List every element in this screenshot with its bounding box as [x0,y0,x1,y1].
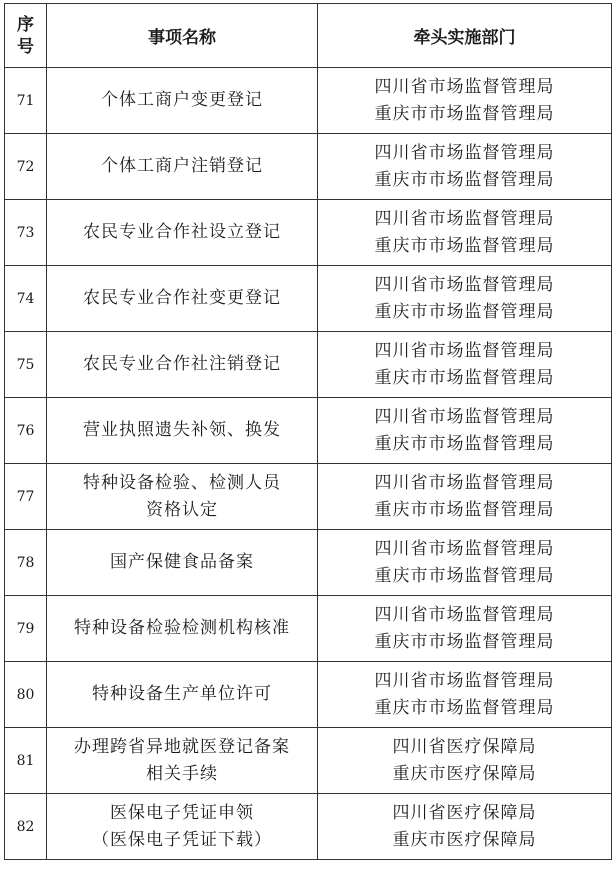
department-line: 重庆市市场监督管理局 [374,499,555,520]
table-row [5,530,612,596]
row-lead-department [318,794,612,860]
department-line: 四川省市场监督管理局 [374,406,555,427]
table-row [5,662,612,728]
department-line: 四川省市场监督管理局 [374,472,555,493]
table-row [5,200,612,266]
row-serial-number: 78 [5,530,47,596]
table-row [5,728,612,794]
department-line: 重庆市市场监督管理局 [374,367,555,388]
row-item-name [47,266,318,332]
header-serial-line2: 号 [17,36,34,57]
row-serial-number: 73 [5,200,47,266]
header-item-name: 事项名称 [47,4,318,68]
row-lead-department [318,398,612,464]
row-item-name [47,398,318,464]
row-serial-number: 75 [5,332,47,398]
row-serial-number: 79 [5,596,47,662]
department-line: 四川省市场监督管理局 [374,670,555,691]
item-name-line: 国产保健食品备案 [110,552,254,572]
department-line: 四川省市场监督管理局 [374,208,555,229]
item-name-line: 农民专业合作社注销登记 [83,354,281,374]
item-name-line: 农民专业合作社设立登记 [83,222,281,242]
department-line: 四川省市场监督管理局 [374,76,555,97]
row-lead-department [318,134,612,200]
department-line: 四川省市场监督管理局 [374,274,555,295]
department-line: 重庆市市场监督管理局 [374,433,555,454]
table-row [5,266,612,332]
department-line: 四川省市场监督管理局 [374,604,555,625]
department-line: 重庆市市场监督管理局 [374,565,555,586]
row-lead-department [318,596,612,662]
item-name-line: 个体工商户变更登记 [101,90,263,110]
row-item-name [47,134,318,200]
row-serial-number: 82 [5,794,47,860]
matters-table [4,3,612,860]
row-lead-department [318,200,612,266]
row-item-name [47,200,318,266]
table-row [5,398,612,464]
department-line: 重庆市市场监督管理局 [374,631,555,652]
row-serial-number: 71 [5,68,47,134]
header-lead-department: 牵头实施部门 [318,4,612,68]
row-serial-number: 81 [5,728,47,794]
table-row [5,596,612,662]
row-item-name [47,728,318,794]
row-serial-number: 80 [5,662,47,728]
department-line: 重庆市市场监督管理局 [374,103,555,124]
department-line: 重庆市市场监督管理局 [374,697,555,718]
table-row [5,68,612,134]
row-item-name [47,464,318,530]
item-name-line: 医保电子凭证申领 [110,802,254,823]
department-line: 四川省市场监督管理局 [374,538,555,559]
row-lead-department [318,662,612,728]
department-line: 重庆市医疗保障局 [392,829,537,850]
item-name-line: 办理跨省异地就医登记备案 [74,736,290,757]
item-name-line: （医保电子凭证下载） [92,829,272,850]
row-lead-department [318,530,612,596]
header-serial-number [5,4,47,68]
department-line: 重庆市医疗保障局 [392,763,537,784]
row-serial-number: 76 [5,398,47,464]
row-serial-number: 72 [5,134,47,200]
department-line: 四川省医疗保障局 [392,736,537,757]
department-line: 四川省市场监督管理局 [374,340,555,361]
row-lead-department [318,464,612,530]
department-line: 重庆市市场监督管理局 [374,169,555,190]
table-row [5,794,612,860]
item-name-line: 个体工商户注销登记 [101,156,263,176]
item-name-line: 营业执照遗失补领、换发 [83,420,281,440]
table-row [5,134,612,200]
row-item-name [47,662,318,728]
row-item-name [47,530,318,596]
row-serial-number: 74 [5,266,47,332]
row-item-name [47,794,318,860]
table-header-row [5,4,612,68]
row-item-name [47,596,318,662]
row-item-name [47,332,318,398]
item-name-line: 特种设备检验、检测人员 [83,472,281,493]
item-name-line: 农民专业合作社变更登记 [83,288,281,308]
header-serial-line1: 序 [17,14,34,35]
row-serial-number: 77 [5,464,47,530]
row-item-name [47,68,318,134]
item-name-line: 相关手续 [146,763,218,784]
department-line: 四川省医疗保障局 [392,802,537,823]
table-row [5,332,612,398]
item-name-line: 特种设备生产单位许可 [92,684,272,704]
row-lead-department [318,728,612,794]
table-row [5,464,612,530]
row-lead-department [318,68,612,134]
department-line: 重庆市市场监督管理局 [374,301,555,322]
row-lead-department [318,266,612,332]
item-name-line: 特种设备检验检测机构核准 [74,618,290,638]
department-line: 重庆市市场监督管理局 [374,235,555,256]
department-line: 四川省市场监督管理局 [374,142,555,163]
row-lead-department [318,332,612,398]
item-name-line: 资格认定 [146,499,218,520]
